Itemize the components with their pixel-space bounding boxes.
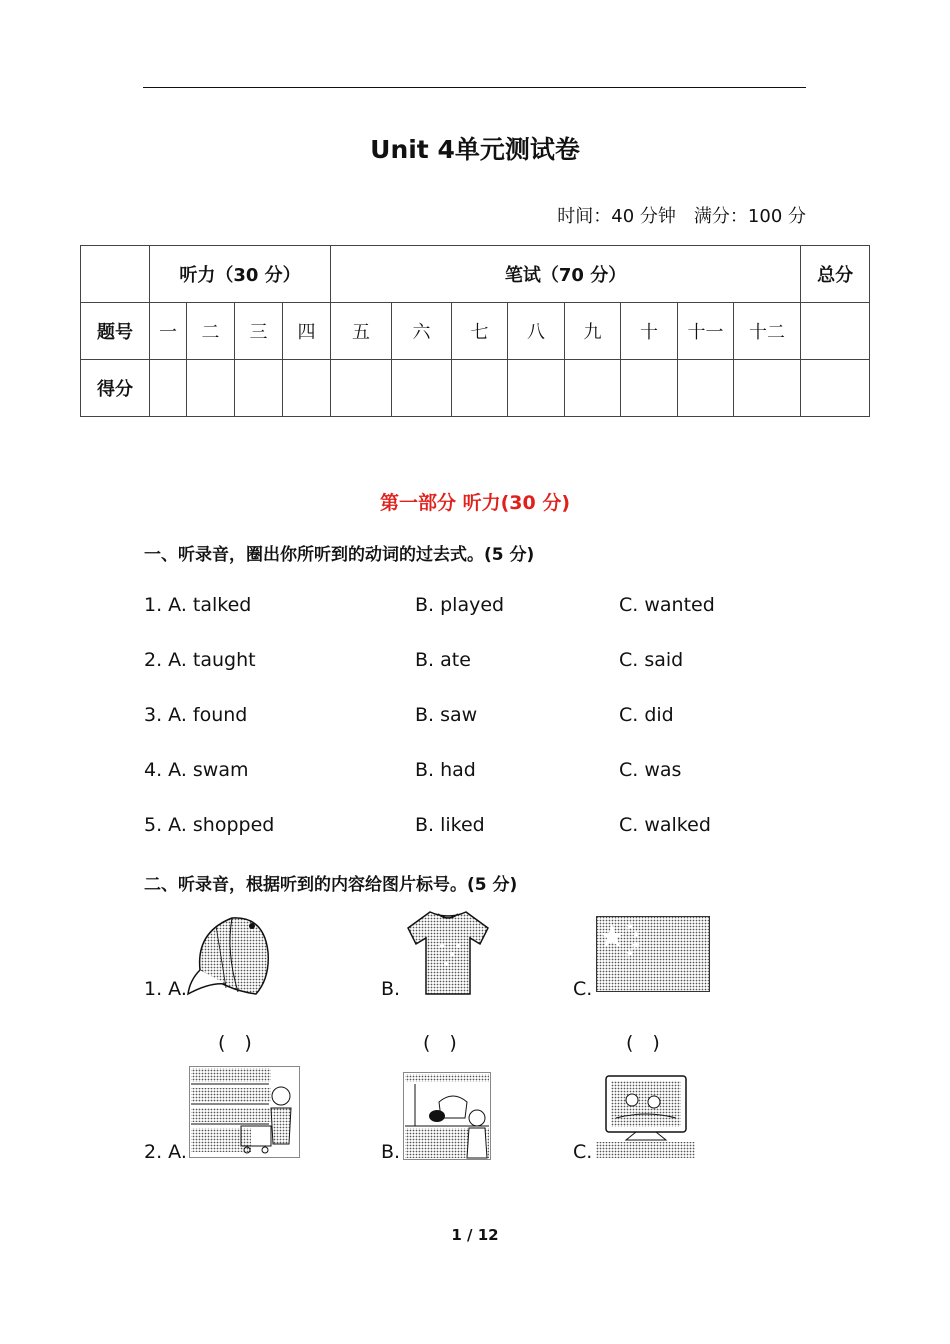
listening-header: 听力（30 分） <box>150 246 331 303</box>
score-cell[interactable] <box>187 360 235 417</box>
question-number: 十一 <box>678 303 734 360</box>
answer-paren[interactable]: ( ) <box>423 1032 457 1054</box>
chinese-flag-picture[interactable] <box>596 916 710 992</box>
tv-picture[interactable] <box>596 1072 695 1158</box>
cap-picture[interactable] <box>186 912 272 998</box>
score-cell[interactable] <box>331 360 392 417</box>
question-number: 二 <box>187 303 235 360</box>
score-cell[interactable] <box>678 360 734 417</box>
section2-heading: 二、听录音，根据听到的内容给图片标号。(5 分) <box>144 875 518 895</box>
q1-label-a: 1. A. <box>144 978 187 1000</box>
top-rule <box>143 87 806 88</box>
section1-heading: 一、听录音，圈出你所听到的动词的过去式。(5 分) <box>144 545 535 565</box>
writing-header: 笔试（70 分） <box>331 246 801 303</box>
question-number: 四 <box>283 303 331 360</box>
part-one-heading: 第一部分 听力(30 分) <box>379 492 571 514</box>
score-cell[interactable] <box>565 360 621 417</box>
question-number: 六 <box>392 303 452 360</box>
option-text[interactable]: 4. A. swam <box>144 759 249 781</box>
score-row-label: 得分 <box>81 360 150 417</box>
answer-paren[interactable]: ( ) <box>218 1032 252 1054</box>
option-text[interactable]: 2. A. taught <box>144 649 256 671</box>
option-text[interactable]: C. was <box>619 759 682 781</box>
score-cell[interactable] <box>508 360 565 417</box>
score-cell[interactable] <box>283 360 331 417</box>
score-cell[interactable] <box>392 360 452 417</box>
option-text[interactable]: B. had <box>415 759 476 781</box>
question-number: 七 <box>452 303 508 360</box>
question-number: 九 <box>565 303 621 360</box>
answer-paren[interactable]: ( ) <box>626 1032 660 1054</box>
option-text[interactable]: C. did <box>619 704 674 726</box>
score-cell[interactable] <box>150 360 187 417</box>
option-text[interactable]: 5. A. shopped <box>144 814 275 836</box>
q1-label-c: C. <box>573 978 593 1000</box>
option-text[interactable]: 1. A. talked <box>144 594 252 616</box>
total-header: 总分 <box>801 246 870 303</box>
option-text[interactable]: C. said <box>619 649 684 671</box>
number-row-label: 题号 <box>81 303 150 360</box>
score-cell[interactable] <box>621 360 678 417</box>
option-text[interactable]: C. walked <box>619 814 711 836</box>
panda-window-picture[interactable] <box>403 1072 491 1160</box>
table-corner <box>81 246 150 303</box>
page-title: Unit 4单元测试卷 <box>370 135 580 164</box>
q2-label-c: C. <box>573 1141 593 1163</box>
option-text[interactable]: B. liked <box>415 814 485 836</box>
option-text[interactable]: 3. A. found <box>144 704 248 726</box>
time-and-score: 时间：40 分钟 满分：100 分 <box>557 206 806 227</box>
score-cell[interactable] <box>801 360 870 417</box>
option-text[interactable]: C. wanted <box>619 594 715 616</box>
total-cell[interactable] <box>801 303 870 360</box>
q2-label-a: 2. A. <box>144 1141 187 1163</box>
question-number: 五 <box>331 303 392 360</box>
q2-label-b: B. <box>381 1141 401 1163</box>
score-table <box>80 245 870 417</box>
page-number: 1 / 12 <box>451 1226 499 1244</box>
q1-label-b: B. <box>381 978 401 1000</box>
option-text[interactable]: B. played <box>415 594 505 616</box>
supermarket-picture[interactable] <box>189 1066 300 1158</box>
question-number: 一 <box>150 303 187 360</box>
question-number: 八 <box>508 303 565 360</box>
option-text[interactable]: B. ate <box>415 649 471 671</box>
score-cell[interactable] <box>235 360 283 417</box>
question-number: 十 <box>621 303 678 360</box>
t-shirt-picture[interactable] <box>406 908 490 996</box>
question-number: 三 <box>235 303 283 360</box>
score-cell[interactable] <box>452 360 508 417</box>
question-number: 十二 <box>734 303 801 360</box>
score-cell[interactable] <box>734 360 801 417</box>
option-text[interactable]: B. saw <box>415 704 478 726</box>
